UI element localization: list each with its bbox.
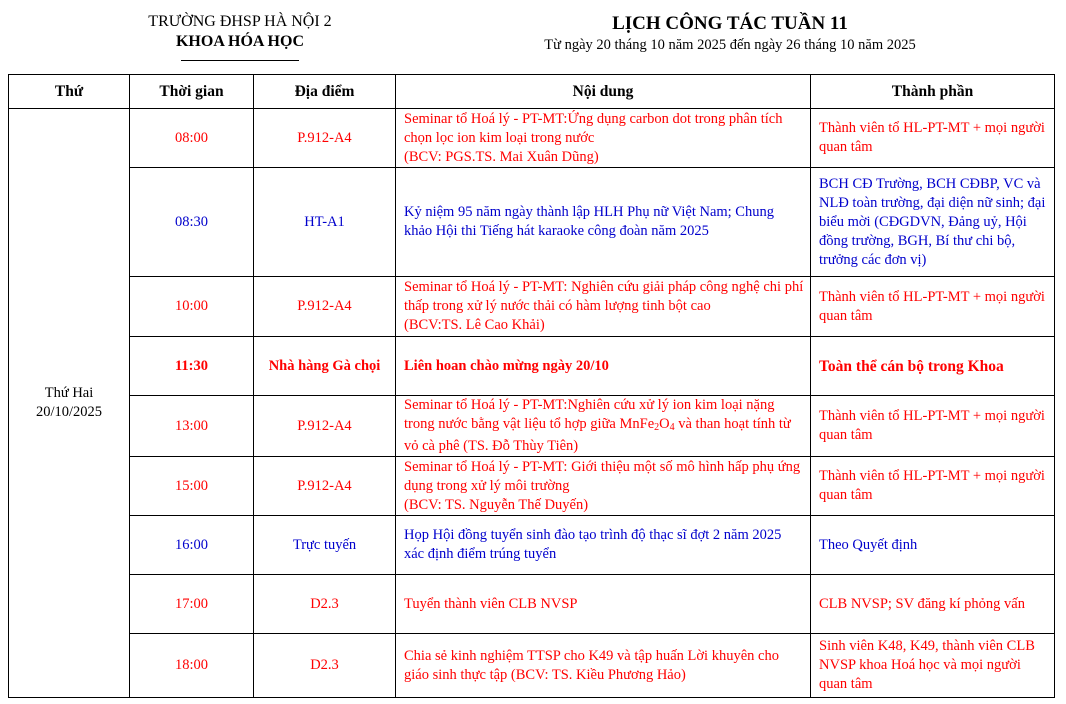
- time-cell: 08:30: [130, 168, 254, 277]
- time-cell: 15:00: [130, 457, 254, 516]
- time-cell: 13:00: [130, 396, 254, 457]
- location-cell: HT-A1: [254, 168, 396, 277]
- location-cell: D2.3: [254, 575, 396, 634]
- time-cell: 08:00: [130, 109, 254, 168]
- col-header-location: Địa điểm: [254, 75, 396, 109]
- members-cell: Thành viên tổ HL-PT-MT + mọi người quan tâm: [811, 277, 1055, 337]
- content-cell: Họp Hội đồng tuyển sinh đào tạo trình độ thạc sĩ đợt 2 năm 2025 xác định điểm trúng tuyển: [396, 516, 811, 575]
- page-title: LỊCH CÔNG TÁC TUẦN 11: [612, 13, 848, 34]
- content-text: O: [659, 416, 670, 432]
- table-row: [9, 575, 1055, 634]
- location-cell: P.912-A4: [254, 109, 396, 168]
- table-row: [9, 516, 1055, 575]
- members-cell: Theo Quyết định: [811, 516, 1055, 575]
- members-cell: Toàn thể cán bộ trong Khoa: [811, 337, 1055, 396]
- content-cell: Chia sẻ kinh nghiệm TTSP cho K49 và tập huấn Lời khuyên cho giáo sinh thực tập (BCV: TS. Kiều Phương Hảo): [396, 634, 811, 698]
- table-row: [9, 168, 1055, 277]
- table-row: [9, 109, 1055, 168]
- subscript-4: 4: [669, 422, 675, 433]
- day-date: 20/10/2025: [35, 404, 103, 420]
- time-cell: 17:00: [130, 575, 254, 634]
- col-header-members: Thành phần: [811, 75, 1055, 109]
- day-name: Thứ Hai: [44, 385, 94, 401]
- content-cell: [396, 109, 811, 168]
- content-cell: [396, 396, 811, 457]
- members-cell: Thành viên tổ HL-PT-MT + mọi người quan tâm: [811, 457, 1055, 516]
- content-cell: Liên hoan chào mừng ngày 20/10: [396, 337, 811, 396]
- speaker-text: (BCV: PGS.TS. Mai Xuân Dũng): [404, 148, 599, 165]
- subscript-2: 2: [654, 422, 660, 433]
- location-cell: P.912-A4: [254, 277, 396, 337]
- table-row: [9, 396, 1055, 457]
- table-row: [9, 337, 1055, 396]
- header-divider: [181, 60, 299, 61]
- content-text: Seminar tổ Hoá lý - PT-MT:Ứng dụng carbon dot trong phân tích chọn lọc ion kim loại trong nước: [404, 110, 783, 146]
- content-text: Seminar tổ Hoá lý - PT-MT: Giới thiệu một số mô hình hấp phụ ứng dụng trong xử lý môi trường: [404, 458, 801, 494]
- speaker-text: (BCV:TS. Lê Cao Khải): [404, 317, 545, 333]
- header-right: [460, 12, 1000, 54]
- location-cell: P.912-A4: [254, 457, 396, 516]
- time-cell: 10:00: [130, 277, 254, 337]
- table-header-row: [9, 75, 1055, 109]
- content-cell: [396, 277, 811, 337]
- time-cell: 11:30: [130, 337, 254, 396]
- school-name: TRƯỜNG ĐHSP HÀ NỘI 2: [148, 13, 332, 30]
- faculty-name: KHOA HÓA HỌC: [175, 33, 304, 50]
- col-header-content: Nội dung: [396, 75, 811, 109]
- content-text: Seminar tổ Hoá lý - PT-MT: Nghiên cứu giải pháp công nghệ chi phí thấp trong xử lý nước thải có hàm lượng tinh bột cao: [404, 279, 804, 314]
- content-cell: Tuyển thành viên CLB NVSP: [396, 575, 811, 634]
- members-cell: Thành viên tổ HL-PT-MT + mọi người quan tâm: [811, 109, 1055, 168]
- schedule-table: [8, 74, 1055, 698]
- content-cell: Kỷ niệm 95 năm ngày thành lập HLH Phụ nữ Việt Nam; Chung khảo Hội thi Tiếng hát karaoke công đoàn năm 2025: [396, 168, 811, 277]
- location-cell: P.912-A4: [254, 396, 396, 457]
- col-header-day: Thứ: [9, 75, 130, 109]
- table-row: [9, 277, 1055, 337]
- speaker-text: (BCV: TS. Nguyễn Thế Duyến): [404, 496, 589, 513]
- table-row: [9, 457, 1055, 516]
- content-cell: [396, 457, 811, 516]
- day-cell: [9, 109, 130, 698]
- members-cell: Sinh viên K48, K49, thành viên CLB NVSP khoa Hoá học và mọi người quan tâm: [811, 634, 1055, 698]
- header-left: [120, 12, 360, 61]
- time-cell: 16:00: [130, 516, 254, 575]
- location-cell: Trực tuyến: [254, 516, 396, 575]
- content-text: Seminar tổ Hoá lý - PT-MT:Nghiên cứu xử lý ion kim loại nặng trong nước bằng vật liệu tổ hợp giữa MnFe: [404, 397, 775, 432]
- members-cell: CLB NVSP; SV đăng kí phỏng vấn: [811, 575, 1055, 634]
- date-range: Từ ngày 20 tháng 10 năm 2025 đến ngày 26 tháng 10 năm 2025: [544, 37, 916, 53]
- time-cell: 18:00: [130, 634, 254, 698]
- table-row: [9, 634, 1055, 698]
- location-cell: Nhà hàng Gà chọi: [254, 337, 396, 396]
- members-cell: Thành viên tổ HL-PT-MT + mọi người quan tâm: [811, 396, 1055, 457]
- content-text: và than hoạt tính từ vỏ cà phê (TS. Đỗ Thùy Tiên): [404, 416, 791, 454]
- location-cell: D2.3: [254, 634, 396, 698]
- members-cell: BCH CĐ Trường, BCH CĐBP, VC và NLĐ toàn trường, đại diện nữ sinh; đại biểu mời (CĐGDVN, Đảng uỷ, Hội đồng trường, BGH, Bí thư chi bộ, trưởng các đơn vị): [811, 168, 1055, 277]
- col-header-time: Thời gian: [130, 75, 254, 109]
